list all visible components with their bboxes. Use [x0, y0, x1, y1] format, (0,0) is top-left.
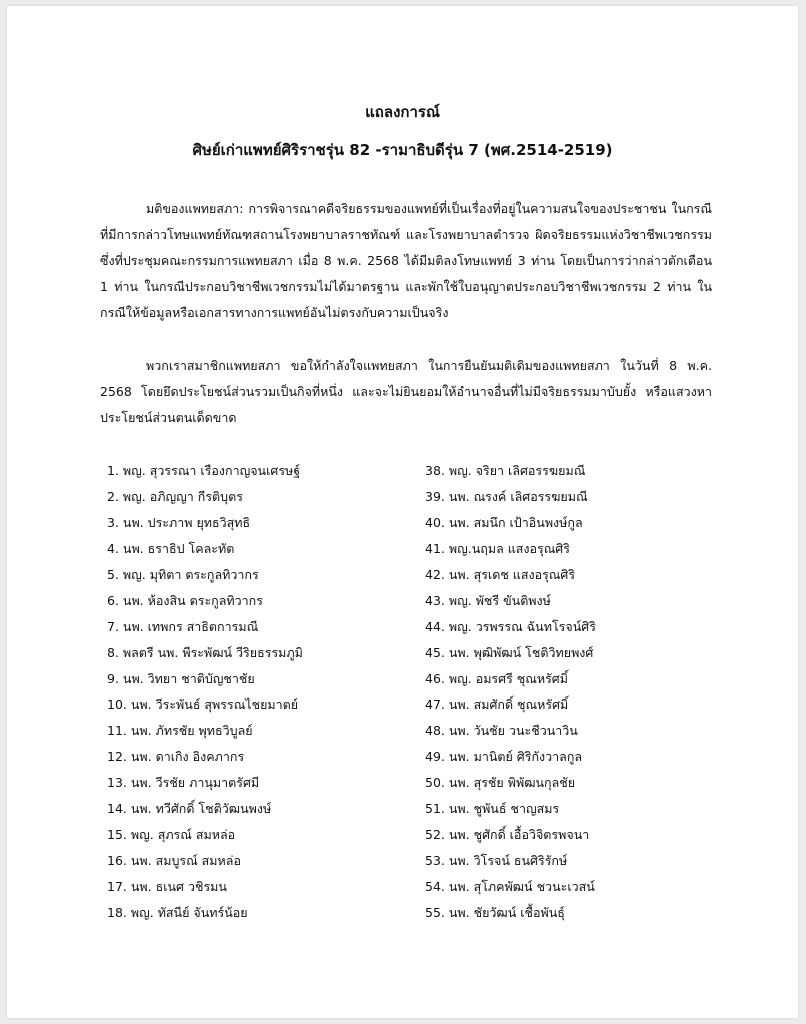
signatory-item: 14. นพ. ทวีศักดิ์ โชติวัฒนพงษ์: [107, 801, 272, 816]
signatory-item: 51. นพ. ชูพันธ์ ชาญสมร: [425, 801, 560, 816]
signatory-item: 45. นพ. พุฒิพัฒน์ โชติวิทยพงศ์: [425, 645, 594, 660]
signatory-item: 44. พญ. วรพรรณ ฉันทโรจน์ศิริ: [425, 619, 596, 634]
signatory-item: 16. นพ. สมบูรณ์ สมหล่อ: [107, 853, 241, 868]
document-heading: แถลงการณ์: [365, 103, 440, 121]
signatory-item: 10. นพ. วีระพันธ์ สุพรรณไชยมาตย์: [107, 697, 299, 712]
signatory-item: 46. พญ. อมรศรี ชุณหรัศมิ์: [425, 671, 568, 686]
signatory-item: 53. นพ. วิโรจน์ ธนศิริรักษ์: [425, 853, 568, 868]
signatory-item: 50. นพ. สุรชัย พิพัฒนกุลชัย: [425, 775, 576, 790]
signatory-item: 43. พญ. พัชรี ขันติพงษ์: [425, 593, 551, 608]
document-page: [7, 6, 798, 1018]
signatory-item: 8. พลตรี นพ. พีระพัฒน์ วีริยธรรมภูมิ: [107, 645, 303, 660]
signatory-item: 1. พญ. สุวรรณา เรืองกาญจนเศรษฐ์: [107, 463, 301, 478]
document-subheading: ศิษย์เก่าแพทย์ศิริราชรุ่น 82 -รามาธิบดีรุ่น 7 (พศ.2514-2519): [192, 141, 613, 159]
signatory-item: 55. นพ. ชัยวัฒน์ เชื้อพันธุ์: [425, 905, 565, 920]
signatory-item: 6. นพ. ห้องสิน ตระกูลทิวากร: [107, 593, 263, 608]
signatory-item: 42. นพ. สุรเดช แสงอรุณศิริ: [425, 567, 576, 582]
signatory-item: 54. นพ. สุโภคพัฒน์ ชวนะเวสน์: [425, 879, 595, 894]
signatory-item: 13. นพ. วีรชัย ภานุมาตรัศมี: [107, 775, 260, 790]
signatory-item: 38. พญ. จริยา เลิศอรรฆยมณี: [425, 463, 586, 478]
signatory-item: 18. พญ. ทัสนีย์ จันทร์น้อย: [107, 905, 248, 920]
signatory-list-right: [425, 458, 596, 926]
signatory-item: 39. นพ. ณรงค์ เลิศอรรฆยมณี: [425, 489, 588, 504]
signatory-item: 11. นพ. ภัทรชัย พุทธวิบูลย์: [107, 723, 253, 738]
signatory-list-left: [107, 458, 303, 926]
signatory-item: 48. นพ. วันชัย วนะชีวนาวิน: [425, 723, 578, 738]
paragraph-support: พวกเราสมาชิกแพทยสภา ขอให้กำลังใจแพทยสภา ในการยืนยันมติเดิมของแพทยสภา ในวันที่ 8 พ.ค. 2568 โดยยึดประโยชน์ส่วนรวมเป็นกิจที่หนึ่ง และจะไม่ยินยอมให้อำนาจอื่นที่ไม่มีจริยธรรมมาบับยั้ง หรือแสวงหาประโยชน์ส่วนตนเด็ดขาด: [100, 358, 712, 425]
signatory-item: 3. นพ. ประภาพ ยุทธวิสุทธิ: [107, 515, 251, 530]
signatory-item: 12. นพ. ดาเกิง อิงคภากร: [107, 749, 245, 764]
signatory-item: 5. พญ. มุทิตา ตระกูลทิวากร: [107, 567, 259, 582]
paragraph-resolution: มติของแพทยสภา: การพิจารณาคดีจริยธรรมของแพทย์ที่เป็นเรื่องที่อยู่ในความสนใจของประชาชน ในกรณีที่มีการกล่าวโทษแพทย์ทัณฑสถานโรงพยาบาลราชทัณฑ์ และโรงพยาบาลตำรวจ ผิดจริยธรรมแห่งวิชาชีพเวชกรรม ซึ่งที่ประชุมคณะกรรมการแพทยสภา เมื่อ 8 พ.ค. 2568 ได้มีมติลงโทษแพทย์ 3 ท่าน โดยเป็นการว่ากล่าวตักเตือน 1 ท่าน ในกรณีประกอบวิชาชีพเวชกรรมไม่ได้มาตรฐาน และพักใช้ใบอนุญาตประกอบวิชาชีพเวชกรรม 2 ท่าน ในกรณีให้ข้อมูลหรือเอกสารทางการแพทย์อันไม่ตรงกับความเป็นจริง: [100, 201, 712, 320]
signatory-item: 40. นพ. สมนึก เป้าอินพงษ์กูล: [425, 515, 583, 530]
signatory-item: 47. นพ. สมศักดิ์ ชุณหรัศมิ์: [425, 697, 569, 712]
signatory-item: 52. นพ. ชูศักดิ์ เอื้อวิจิตรพจนา: [425, 827, 590, 842]
signatory-item: 2. พญ. อภิญญา กีรติบุตร: [107, 489, 243, 504]
signatory-item: 4. นพ. ธราธิป โคละทัต: [107, 541, 235, 556]
signatory-item: 17. นพ. ธเนศ วชิรมน: [107, 879, 227, 894]
signatory-item: 41. พญ.นฤมล แสงอรุณศิริ: [425, 541, 570, 556]
signatory-item: 7. นพ. เทพกร สาธิตการมณี: [107, 619, 259, 634]
signatory-item: 9. นพ. วิทยา ชาติบัญชาชัย: [107, 671, 255, 686]
signatory-item: 15. พญ. สุภรณ์ สมหล่อ: [107, 827, 236, 842]
signatory-item: 49. นพ. มานิตย์ ศิริกังวาลกูล: [425, 749, 583, 764]
